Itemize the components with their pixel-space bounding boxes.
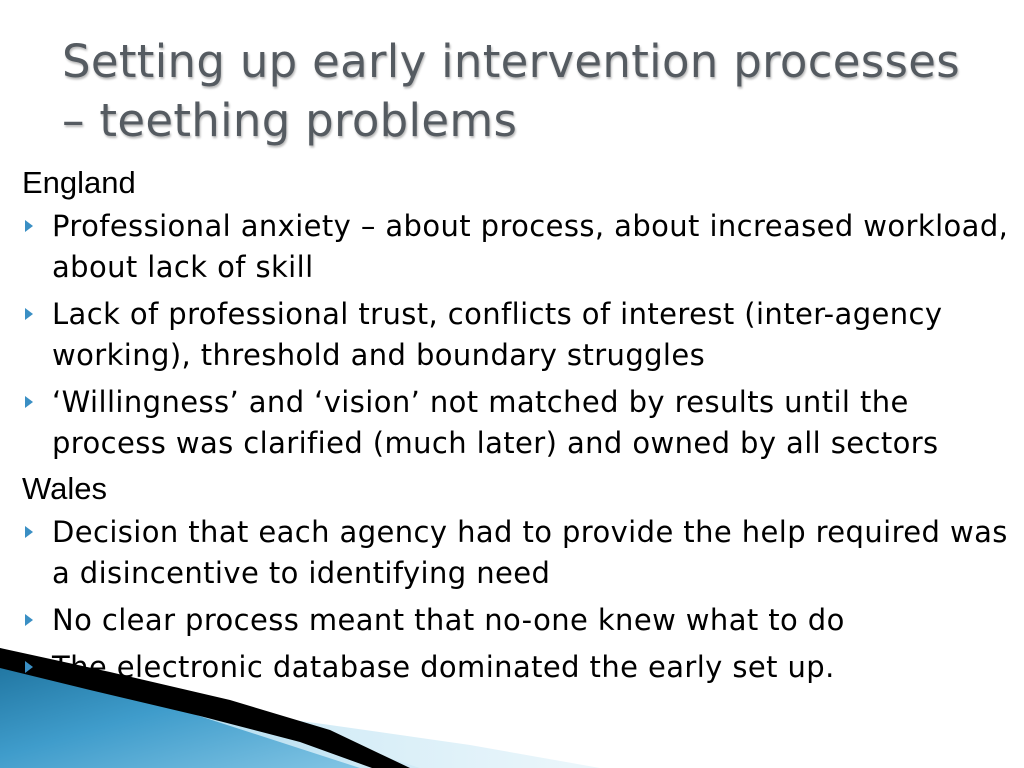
bullet-item (22, 382, 1012, 464)
bullet-text: The electronic database dominated the early set up. (52, 650, 835, 684)
section-heading-england: England (22, 165, 136, 200)
bullet-arrow-icon (25, 396, 33, 408)
bullet-arrow-icon (25, 308, 33, 320)
bullet-text: No clear process meant that no-one knew what to do (52, 603, 845, 637)
bullet-arrow-icon (25, 526, 33, 538)
bullet-arrow-icon (25, 614, 33, 626)
bullet-item (22, 206, 1012, 288)
section-heading-wales: Wales (22, 471, 107, 506)
bullet-text: Lack of professional trust, conflicts of interest (inter-agency working), threshold and boundary struggles (52, 297, 943, 372)
bullet-text: Professional anxiety – about process, about increased workload, about lack of skill (52, 209, 1009, 284)
slide-title: Setting up early intervention processes – teething problems (62, 35, 960, 147)
bullet-text: Decision that each agency had to provide the help required was a disincentive to identifying need (52, 515, 1008, 590)
bullet-text: ‘Willingness’ and ‘vision’ not matched by results until the process was clarified (much later) and owned by all sectors (52, 385, 939, 460)
bullet-item (22, 294, 1012, 376)
bullet-arrow-icon (25, 220, 33, 232)
bullet-arrow-icon (25, 661, 33, 673)
slide-body (22, 164, 1012, 694)
bullet-item (22, 600, 1012, 641)
bullet-item (22, 512, 1012, 594)
bullet-item (22, 647, 1012, 688)
